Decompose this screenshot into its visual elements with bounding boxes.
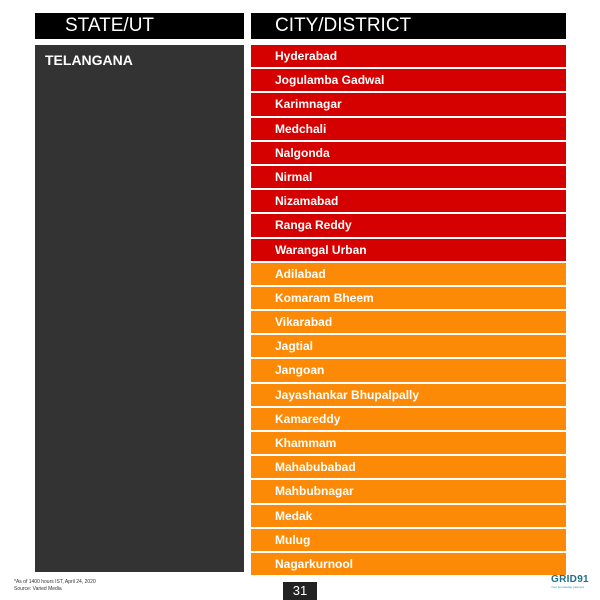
district-row: Adilabad <box>251 263 566 285</box>
district-row: Medchali <box>251 118 566 140</box>
city-district-header: CITY/DISTRICT <box>251 13 566 39</box>
district-row: Jagtial <box>251 335 566 357</box>
district-row: Nirmal <box>251 166 566 188</box>
district-row: Ranga Reddy <box>251 214 566 236</box>
district-list <box>251 45 566 577</box>
footnote <box>14 579 96 593</box>
district-row: Nizamabad <box>251 190 566 212</box>
district-row: Vikarabad <box>251 311 566 333</box>
district-row: Komaram Bheem <box>251 287 566 309</box>
footnote-note: *As of 1400 hours IST, April 24, 2020 <box>14 579 96 585</box>
district-row: Jangoan <box>251 359 566 381</box>
logo-text: GRID91 <box>551 574 589 585</box>
state-column <box>35 45 244 572</box>
state-name: TELANGANA <box>45 52 133 68</box>
district-row: Warangal Urban <box>251 239 566 261</box>
district-row: Hyderabad <box>251 45 566 67</box>
district-row: Khammam <box>251 432 566 454</box>
district-row: Nalgonda <box>251 142 566 164</box>
district-row: Jayashankar Bhupalpally <box>251 384 566 406</box>
district-row: Mahabubabad <box>251 456 566 478</box>
logo-tagline: Your knowledge partners <box>551 585 585 589</box>
grid91-logo <box>551 574 595 589</box>
district-row: Mahbubnagar <box>251 480 566 502</box>
page-number: 31 <box>283 582 317 600</box>
state-ut-header: STATE/UT <box>35 13 244 39</box>
footnote-source: Source: Varied Media <box>14 586 62 592</box>
district-row: Mulug <box>251 529 566 551</box>
district-row: Nagarkurnool <box>251 553 566 575</box>
district-row: Kamareddy <box>251 408 566 430</box>
district-row: Karimnagar <box>251 93 566 115</box>
district-row: Medak <box>251 505 566 527</box>
district-row: Jogulamba Gadwal <box>251 69 566 91</box>
